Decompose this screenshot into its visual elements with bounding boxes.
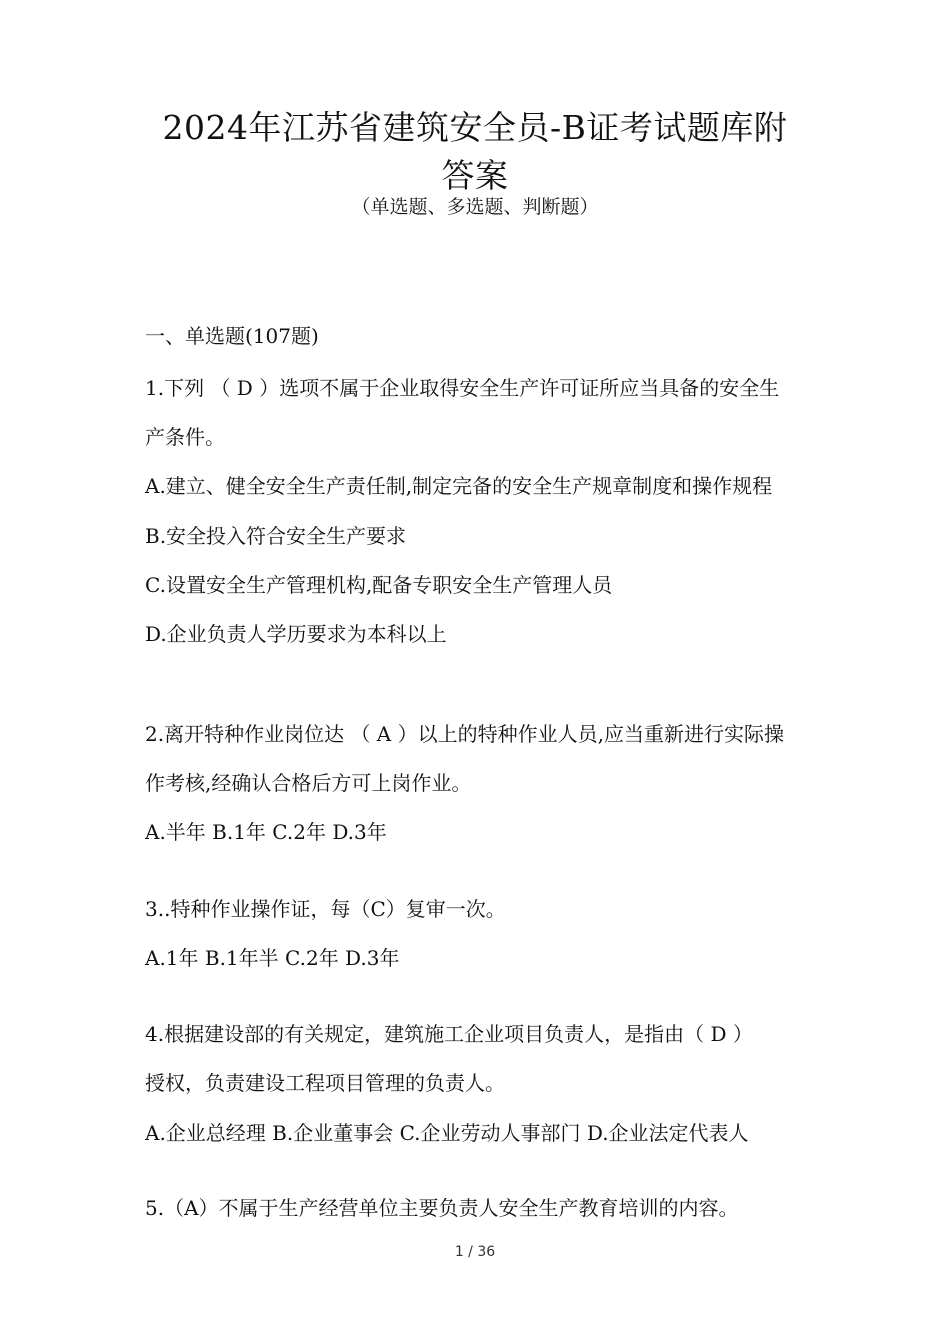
- question-4-stem-line2: 授权，负责建设工程项目管理的负责人。: [145, 1071, 505, 1095]
- question-1-option-b: B.安全投入符合安全生产要求: [145, 524, 407, 548]
- question-2-stem-line2: 作考核,经确认合格后方可上岗作业。: [145, 771, 472, 795]
- question-3-stem: 3..特种作业操作证，每（C）复审一次。: [145, 897, 506, 921]
- document-title-line1: 2024年江苏省建筑安全员-B证考试题库附: [162, 108, 788, 147]
- section-heading: 一、单选题(107题): [145, 324, 319, 348]
- question-4-options: A.企业总经理 B.企业董事会 C.企业劳动人事部门 D.企业法定代表人: [145, 1121, 749, 1145]
- question-2-options: A.半年 B.1年 C.2年 D.3年: [145, 820, 387, 844]
- question-2-stem-line1: 2.离开特种作业岗位达 （ A ）以上的特种作业人员,应当重新进行实际操: [145, 722, 784, 746]
- question-1-option-c: C.设置安全生产管理机构,配备专职安全生产管理人员: [145, 573, 613, 597]
- question-3-options: A.1年 B.1年半 C.2年 D.3年: [145, 946, 400, 970]
- question-5-stem: 5.（A）不属于生产经营单位主要负责人安全生产教育培训的内容。: [145, 1196, 739, 1220]
- page-indicator: 1 / 36: [454, 1244, 496, 1260]
- question-1-option-d: D.企业负责人学历要求为本科以上: [145, 622, 447, 646]
- question-4-stem-line1: 4.根据建设部的有关规定，建筑施工企业项目负责人，是指由（ D ）: [145, 1022, 753, 1046]
- question-1-stem-line2: 产条件。: [145, 425, 225, 449]
- question-1-option-a: A.建立、健全安全生产责任制,制定完备的安全生产规章制度和操作规程: [145, 474, 773, 498]
- document-subtitle: （单选题、多选题、判断题）: [351, 196, 599, 218]
- question-1-stem-line1: 1.下列 （ D ）选项不属于企业取得安全生产许可证所应当具备的安全生: [145, 376, 780, 400]
- document-title-line2: 答案: [441, 156, 509, 195]
